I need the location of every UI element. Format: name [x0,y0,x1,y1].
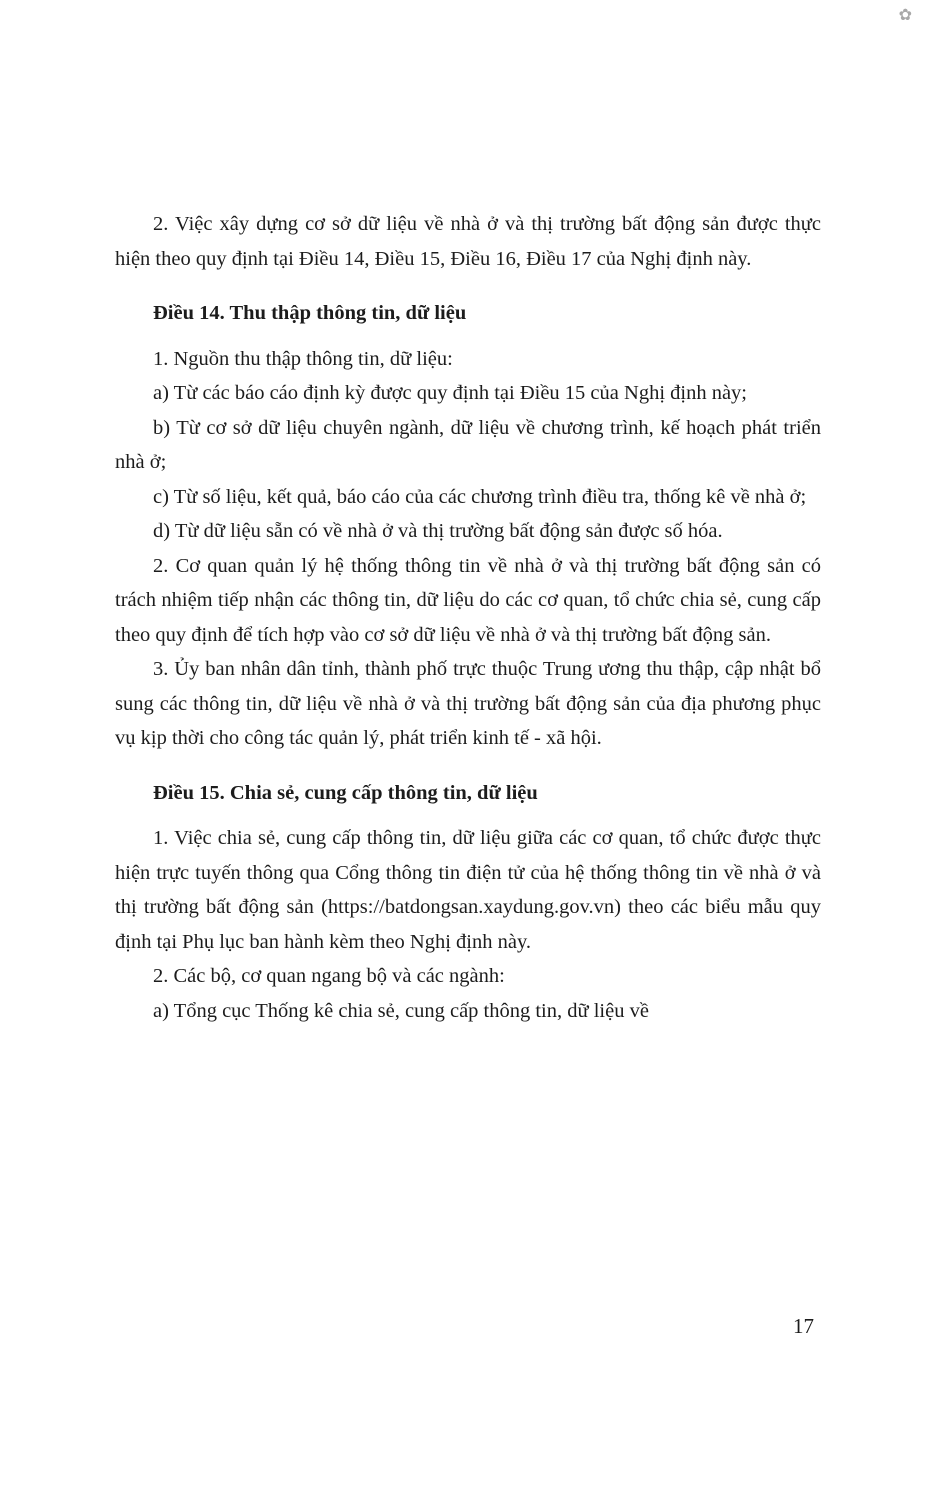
section-heading-dieu-14: Điều 14. Thu thập thông tin, dữ liệu [153,302,467,324]
page-number: 17 [793,1314,814,1338]
paragraph: a) Từ các báo cáo định kỳ được quy định tại Điều 15 của Nghị định này; [153,382,747,404]
flower-ornament-icon: ✿ [898,7,912,24]
paragraph: 3. Ủy ban nhân dân tỉnh, thành phố trực thuộc Trung ương thu thập, cập nhật bổ sung các thông tin, dữ liệu về nhà ở và thị trường bất động sản của địa phương phục vụ kịp thời cho công tác quản lý, phát triển kinh tế - xã hội. [115,658,821,749]
paragraph: b) Từ cơ sở dữ liệu chuyên ngành, dữ liệu về chương trình, kế hoạch phát triển nhà ở; [115,416,821,473]
section-heading-dieu-15: Điều 15. Chia sẻ, cung cấp thông tin, dữ liệu [153,781,538,804]
paragraph: d) Từ dữ liệu sẵn có về nhà ở và thị trường bất động sản được số hóa. [153,520,723,542]
page-body-text [115,207,821,1028]
paragraph: a) Tổng cục Thống kê chia sẻ, cung cấp thông tin, dữ liệu về [153,999,649,1022]
paragraph: 2. Việc xây dựng cơ sở dữ liệu về nhà ở và thị trường bất động sản được thực hiện theo quy định tại Điều 14, Điều 15, Điều 16, Điều 17 của Nghị định này. [115,213,821,270]
paragraph: 2. Các bộ, cơ quan ngang bộ và các ngành: [153,965,505,987]
paragraph: 1. Nguồn thu thập thông tin, dữ liệu: [153,347,453,370]
paragraph: 2. Cơ quan quản lý hệ thống thông tin về nhà ở và thị trường bất động sản có trách nhiệm tiếp nhận các thông tin, dữ liệu do các cơ quan, tổ chức chia sẻ, cung cấp theo quy định để tích hợp vào cơ sở dữ liệu về nhà ở và thị trường bất động sản. [115,554,821,646]
paragraph: c) Từ số liệu, kết quả, báo cáo của các chương trình điều tra, thống kê về nhà ở; [153,485,807,508]
paragraph: 1. Việc chia sẻ, cung cấp thông tin, dữ liệu giữa các cơ quan, tổ chức được thực hiện trực tuyến thông qua Cổng thông tin điện tử của hệ thống thông tin về nhà ở và thị trường bất động sản (https://batdongsan.xaydung.gov.vn) theo các biểu mẫu quy định tại Phụ lục ban hành kèm theo Nghị định này. [115,827,821,953]
